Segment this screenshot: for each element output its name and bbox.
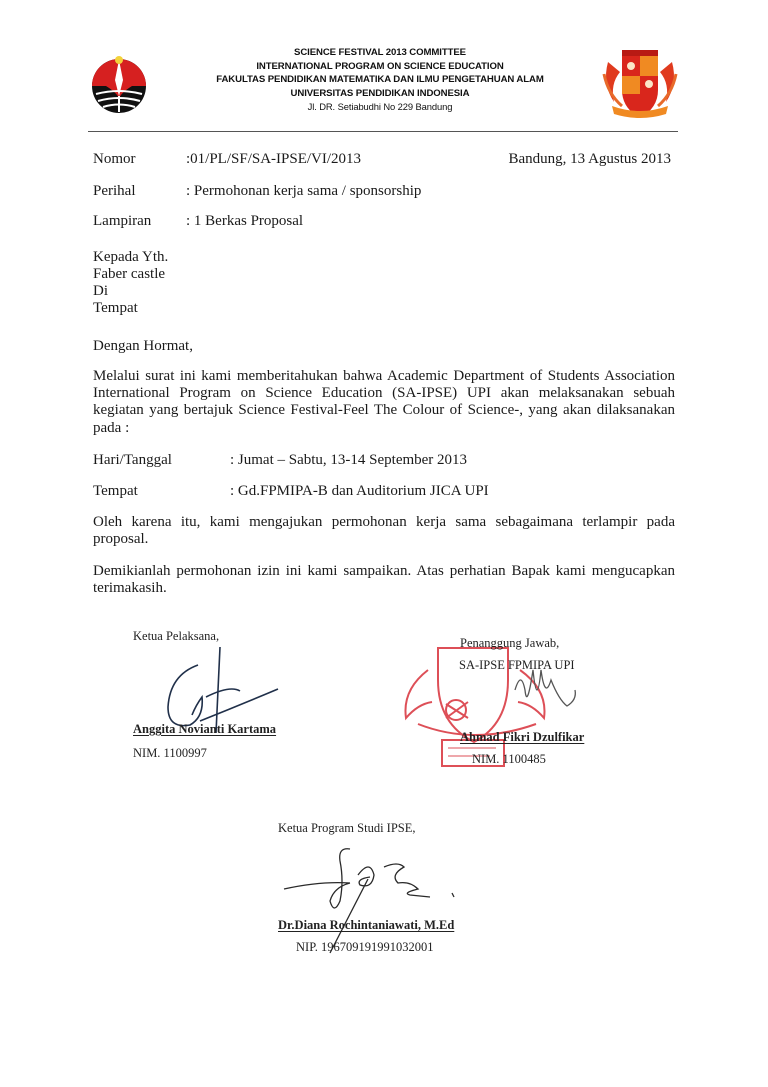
right-signer-name: Ahmad Fikri Dzulfikar [460, 730, 585, 744]
upi-logo-icon [88, 50, 150, 118]
bottom-signer-role: Ketua Program Studi IPSE, [278, 821, 416, 835]
nomor-label: Nomor [93, 151, 136, 167]
perihal-label: Perihal [93, 183, 136, 199]
letterhead-line: SCIENCE FESTIVAL 2013 COMMITTEE [294, 47, 466, 58]
recipient-line: Tempat [93, 300, 138, 316]
lampiran-value: : 1 Berkas Proposal [186, 213, 304, 229]
letterhead-divider [88, 131, 678, 132]
recipient-line: Di [93, 283, 108, 299]
detail-value-date: : Jumat – Sabtu, 13-14 September 2013 [230, 452, 468, 468]
ipse-crest-icon [600, 44, 680, 124]
letterhead [150, 46, 610, 114]
intro-paragraph: Melalui surat ini kami memberitahukan bahwa Academic Department of Students Association International Program on Science Education (SA-IPSE) UPI akan melaksanakan sebuah kegiatan yang bertajuk Science Festival-Feel The Colour of Science-, yang akan dilaksanakan pada : [93, 368, 675, 436]
recipient-line: Kepada Yth. [93, 249, 169, 265]
letterhead-line: UNIVERSITAS PENDIDIKAN INDONESIA [290, 87, 470, 99]
greeting: Dengan Hormat, [93, 338, 193, 354]
right-signer-role: Penanggung Jawab, [460, 636, 560, 650]
lampiran-label: Lampiran [93, 213, 152, 229]
closing-paragraph: Demikianlah permohonan izin ini kami sampaikan. Atas perhatian Bapak kami mengucapkan terimakasih. [93, 563, 675, 597]
perihal-value: : Permohonan kerja sama / sponsorship [186, 183, 422, 199]
bottom-signer-id: NIP. 196709191991032001 [296, 940, 434, 954]
letter-date: Bandung, 13 Agustus 2013 [508, 151, 671, 167]
recipient-line: Faber castle [93, 266, 166, 282]
detail-value-place: : Gd.FPMIPA-B dan Auditorium JICA UPI [230, 483, 489, 499]
detail-label-place: Tempat [93, 483, 138, 499]
letterhead-address: Jl. DR. Setiabudhi No 229 Bandung [307, 101, 453, 113]
letterhead-line: FAKULTAS PENDIDIKAN MATEMATIKA DAN ILMU PENGETAHUAN ALAM [216, 74, 544, 86]
right-signer-id: NIM. 1100485 [472, 752, 546, 766]
request-paragraph: Oleh karena itu, kami mengajukan permohonan kerja sama sebagaimana terlampir pada proposal. [93, 514, 675, 548]
letterhead-line: INTERNATIONAL PROGRAM ON SCIENCE EDUCATION [256, 60, 504, 72]
left-signer-name: Anggita Novianti Kartama [133, 722, 277, 736]
left-signer-id: NIM. 1100997 [133, 746, 207, 760]
detail-label-date: Hari/Tanggal [93, 452, 172, 468]
nomor-value: :01/PL/SF/SA-IPSE/VI/2013 [186, 151, 362, 167]
bottom-signer-name: Dr.Diana Rochintaniawati, M.Ed [278, 918, 455, 932]
right-signer-org: SA-IPSE FPMIPA UPI [459, 658, 575, 672]
left-signer-role: Ketua Pelaksana, [133, 629, 220, 643]
